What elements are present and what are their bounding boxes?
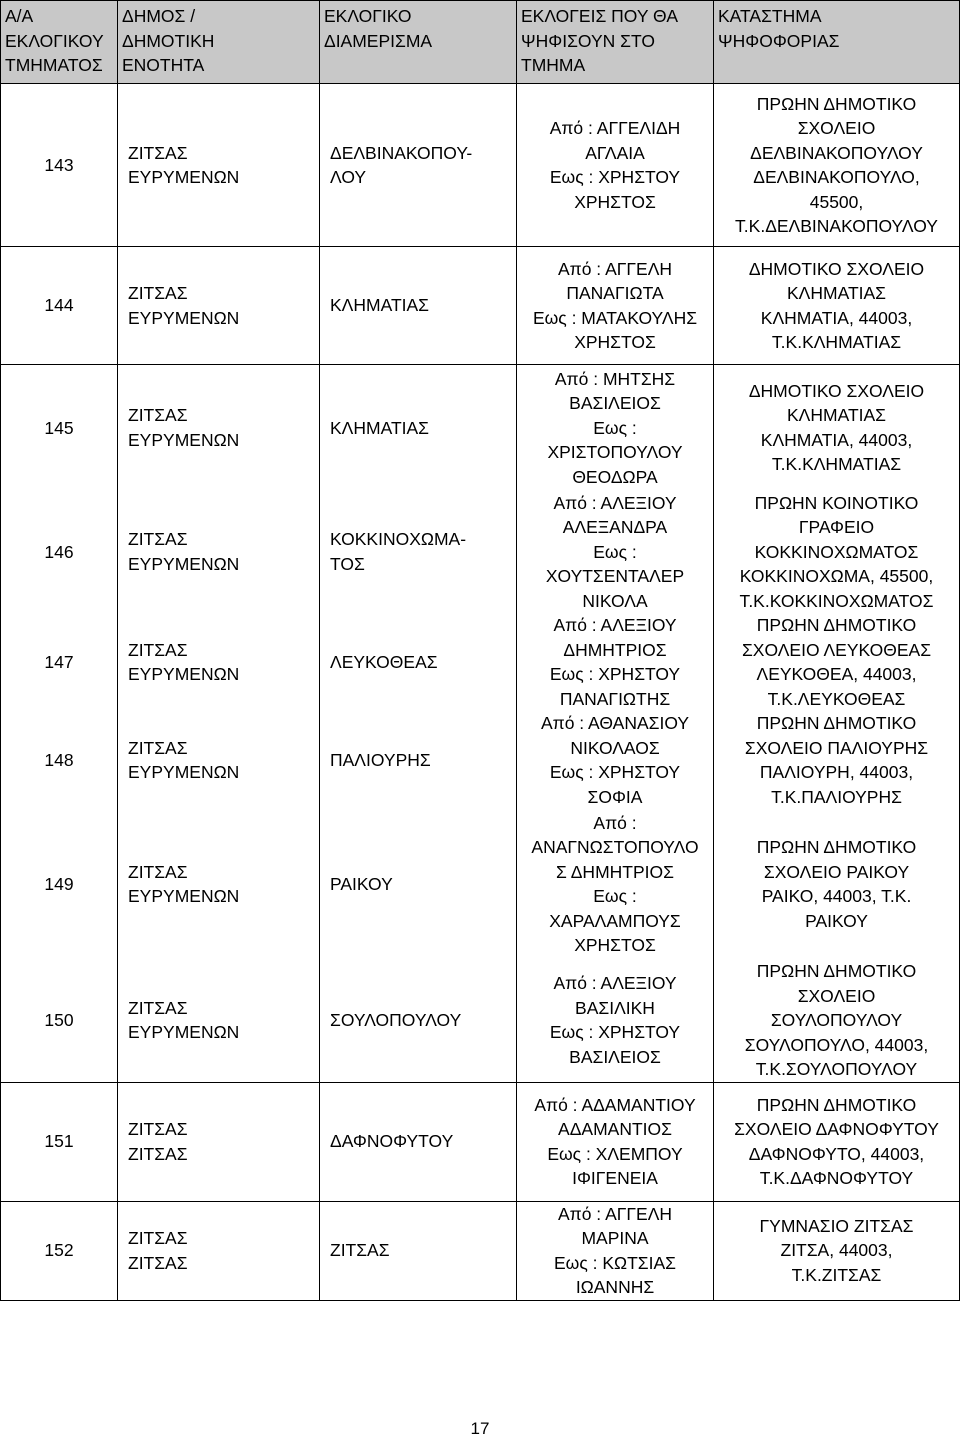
table-row	[1, 711, 960, 809]
section-number: 150	[1, 959, 118, 1082]
header-polling-place: ΚΑΤΑΣΤΗΜΑ ΨΗΦΟΦΟΡΙΑΣ	[714, 1, 960, 84]
header-municipality: ΔΗΜΟΣ / ΔΗΜΟΤΙΚΗ ΕΝΟΤΗΤΑ	[118, 1, 320, 84]
polling-place-cell: ΠΡΩΗΝ ΚΟΙΝΟΤΙΚΟ ΓΡΑΦΕΙΟ ΚΟΚΚΙΝΟΧΩΜΑΤΟΣ ΚΟΚΚΙΝΟΧΩΜΑ, 45500, Τ.Κ.ΚΟΚΚΙΝΟΧΩΜΑΤΟΣ	[714, 491, 960, 614]
section-number: 146	[1, 491, 118, 614]
district-cell: ΠΑΛΙΟΥΡΗΣ	[320, 711, 517, 809]
voters-range-cell: Από : ΑΝΑΓΝΩΣΤΟΠΟΥΛΟ Σ ΔΗΜΗΤΡΙΟΣ Εως : ΧΑΡΑΛΑΜΠΟΥΣ ΧΡΗΣΤΟΣ	[517, 809, 714, 959]
section-number: 152	[1, 1201, 118, 1300]
polling-place-cell: ΠΡΩΗΝ ΔΗΜΟΤΙΚΟ ΣΧΟΛΕΙΟ ΡΑΙΚΟΥ ΡΑΙΚΟ, 44003, Τ.Κ. ΡΑΙΚΟΥ	[714, 809, 960, 959]
table-row	[1, 613, 960, 711]
section-number: 144	[1, 247, 118, 365]
voters-range-cell: Από : ΑΛΕΞΙΟΥ ΒΑΣΙΛΙΚΗ Εως : ΧΡΗΣΤΟΥ ΒΑΣΙΛΕΙΟΣ	[517, 959, 714, 1082]
district-cell: ΣΟΥΛΟΠΟΥΛΟΥ	[320, 959, 517, 1082]
voters-range-cell: Από : ΑΔΑΜΑΝΤΙΟΥ ΑΔΑΜΑΝΤΙΟΣ Εως : ΧΛΕΜΠΟΥ ΙΦΙΓΕΝΕΙΑ	[517, 1082, 714, 1201]
section-number: 151	[1, 1082, 118, 1201]
voters-range-cell: Από : ΑΛΕΞΙΟΥ ΑΛΕΞΑΝΔΡΑ Εως : ΧΟΥΤΣΕΝΤΑΛΕΡ ΝΙΚΟΛΑ	[517, 491, 714, 614]
district-cell: ΔΕΛΒΙΝΑΚΟΠΟΥ- ΛΟΥ	[320, 84, 517, 247]
municipality-cell: ΖΙΤΣΑΣ ΖΙΤΣΑΣ	[118, 1201, 320, 1300]
district-cell: ΔΑΦΝΟΦΥΤΟΥ	[320, 1082, 517, 1201]
district-cell: ΚΛΗΜΑΤΙΑΣ	[320, 365, 517, 491]
polling-place-cell: ΠΡΩΗΝ ΔΗΜΟΤΙΚΟ ΣΧΟΛΕΙΟ ΔΕΛΒΙΝΑΚΟΠΟΥΛΟΥ ΔΕΛΒΙΝΑΚΟΠΟΥΛΟ, 45500, Τ.Κ.ΔΕΛΒΙΝΑΚΟΠΟΥΛΟΥ	[714, 84, 960, 247]
voters-range-cell: Από : ΑΓΓΕΛΗ ΜΑΡΙΝΑ Εως : ΚΩΤΣΙΑΣ ΙΩΑΝΝΗΣ	[517, 1201, 714, 1300]
table-row	[1, 365, 960, 491]
polling-place-cell: ΓΥΜΝΑΣΙΟ ΖΙΤΣΑΣ ΖΙΤΣΑ, 44003, Τ.Κ.ΖΙΤΣΑΣ	[714, 1201, 960, 1300]
table-row	[1, 959, 960, 1082]
voters-range-cell: Από : ΑΓΓΕΛΗ ΠΑΝΑΓΙΩΤΑ Εως : ΜΑΤΑΚΟΥΛΗΣ ΧΡΗΣΤΟΣ	[517, 247, 714, 365]
table-row	[1, 84, 960, 247]
section-number: 143	[1, 84, 118, 247]
municipality-cell: ΖΙΤΣΑΣ ΕΥΡΥΜΕΝΩΝ	[118, 613, 320, 711]
municipality-cell: ΖΙΤΣΑΣ ΕΥΡΥΜΕΝΩΝ	[118, 491, 320, 614]
municipality-cell: ΖΙΤΣΑΣ ΕΥΡΥΜΕΝΩΝ	[118, 711, 320, 809]
section-number: 149	[1, 809, 118, 959]
section-number: 145	[1, 365, 118, 491]
header-section-number: Α/Α ΕΚΛΟΓΙΚΟΥ ΤΜΗΜΑΤΟΣ	[1, 1, 118, 84]
table-row	[1, 1201, 960, 1300]
voters-range-cell: Από : ΑΛΕΞΙΟΥ ΔΗΜΗΤΡΙΟΣ Εως : ΧΡΗΣΤΟΥ ΠΑΝΑΓΙΩΤΗΣ	[517, 613, 714, 711]
polling-place-cell: ΠΡΩΗΝ ΔΗΜΟΤΙΚΟ ΣΧΟΛΕΙΟ ΣΟΥΛΟΠΟΥΛΟΥ ΣΟΥΛΟΠΟΥΛΟ, 44003, Τ.Κ.ΣΟΥΛΟΠΟΥΛΟΥ	[714, 959, 960, 1082]
voters-range-cell: Από : ΜΗΤΣΗΣ ΒΑΣΙΛΕΙΟΣ Εως : ΧΡΙΣΤΟΠΟΥΛΟΥ ΘΕΟΔΩΡΑ	[517, 365, 714, 491]
voters-range-cell: Από : ΑΘΑΝΑΣΙΟΥ ΝΙΚΟΛΑΟΣ Εως : ΧΡΗΣΤΟΥ ΣΟΦΙΑ	[517, 711, 714, 809]
municipality-cell: ΖΙΤΣΑΣ ΕΥΡΥΜΕΝΩΝ	[118, 959, 320, 1082]
page-number: 17	[470, 1419, 490, 1438]
table-row	[1, 1082, 960, 1201]
district-cell: ΛΕΥΚΟΘΕΑΣ	[320, 613, 517, 711]
municipality-cell: ΖΙΤΣΑΣ ΕΥΡΥΜΕΝΩΝ	[118, 365, 320, 491]
voters-range-cell: Από : ΑΓΓΕΛΙΔΗ ΑΓΛΑΙΑ Εως : ΧΡΗΣΤΟΥ ΧΡΗΣΤΟΣ	[517, 84, 714, 247]
polling-place-cell: ΠΡΩΗΝ ΔΗΜΟΤΙΚΟ ΣΧΟΛΕΙΟ ΛΕΥΚΟΘΕΑΣ ΛΕΥΚΟΘΕΑ, 44003, Τ.Κ.ΛΕΥΚΟΘΕΑΣ	[714, 613, 960, 711]
district-cell: ΚΟΚΚΙΝΟΧΩΜΑ- ΤΟΣ	[320, 491, 517, 614]
polling-place-cell: ΔΗΜΟΤΙΚΟ ΣΧΟΛΕΙΟ ΚΛΗΜΑΤΙΑΣ ΚΛΗΜΑΤΙΑ, 44003, Τ.Κ.ΚΛΗΜΑΤΙΑΣ	[714, 247, 960, 365]
section-number: 147	[1, 613, 118, 711]
municipality-cell: ΖΙΤΣΑΣ ΕΥΡΥΜΕΝΩΝ	[118, 809, 320, 959]
polling-place-cell: ΠΡΩΗΝ ΔΗΜΟΤΙΚΟ ΣΧΟΛΕΙΟ ΔΑΦΝΟΦΥΤΟΥ ΔΑΦΝΟΦΥΤΟ, 44003, Τ.Κ.ΔΑΦΝΟΦΥΤΟΥ	[714, 1082, 960, 1201]
district-cell: ΖΙΤΣΑΣ	[320, 1201, 517, 1300]
section-number: 148	[1, 711, 118, 809]
header-voters: ΕΚΛΟΓΕΙΣ ΠΟΥ ΘΑ ΨΗΦΙΣΟΥΝ ΣΤΟ ΤΜΗΜΑ	[517, 1, 714, 84]
table-row	[1, 247, 960, 365]
municipality-cell: ΖΙΤΣΑΣ ΕΥΡΥΜΕΝΩΝ	[118, 247, 320, 365]
district-cell: ΚΛΗΜΑΤΙΑΣ	[320, 247, 517, 365]
municipality-cell: ΖΙΤΣΑΣ ΖΙΤΣΑΣ	[118, 1082, 320, 1201]
table-header-row	[1, 1, 960, 84]
header-district: ΕΚΛΟΓΙΚΟ ΔΙΑΜΕΡΙΣΜΑ	[320, 1, 517, 84]
district-cell: ΡΑΙΚΟΥ	[320, 809, 517, 959]
polling-place-cell: ΠΡΩΗΝ ΔΗΜΟΤΙΚΟ ΣΧΟΛΕΙΟ ΠΑΛΙΟΥΡΗΣ ΠΑΛΙΟΥΡΗ, 44003, Τ.Κ.ΠΑΛΙΟΥΡΗΣ	[714, 711, 960, 809]
municipality-cell: ΖΙΤΣΑΣ ΕΥΡΥΜΕΝΩΝ	[118, 84, 320, 247]
table-row	[1, 809, 960, 959]
table-row	[1, 491, 960, 614]
polling-place-cell: ΔΗΜΟΤΙΚΟ ΣΧΟΛΕΙΟ ΚΛΗΜΑΤΙΑΣ ΚΛΗΜΑΤΙΑ, 44003, Τ.Κ.ΚΛΗΜΑΤΙΑΣ	[714, 365, 960, 491]
